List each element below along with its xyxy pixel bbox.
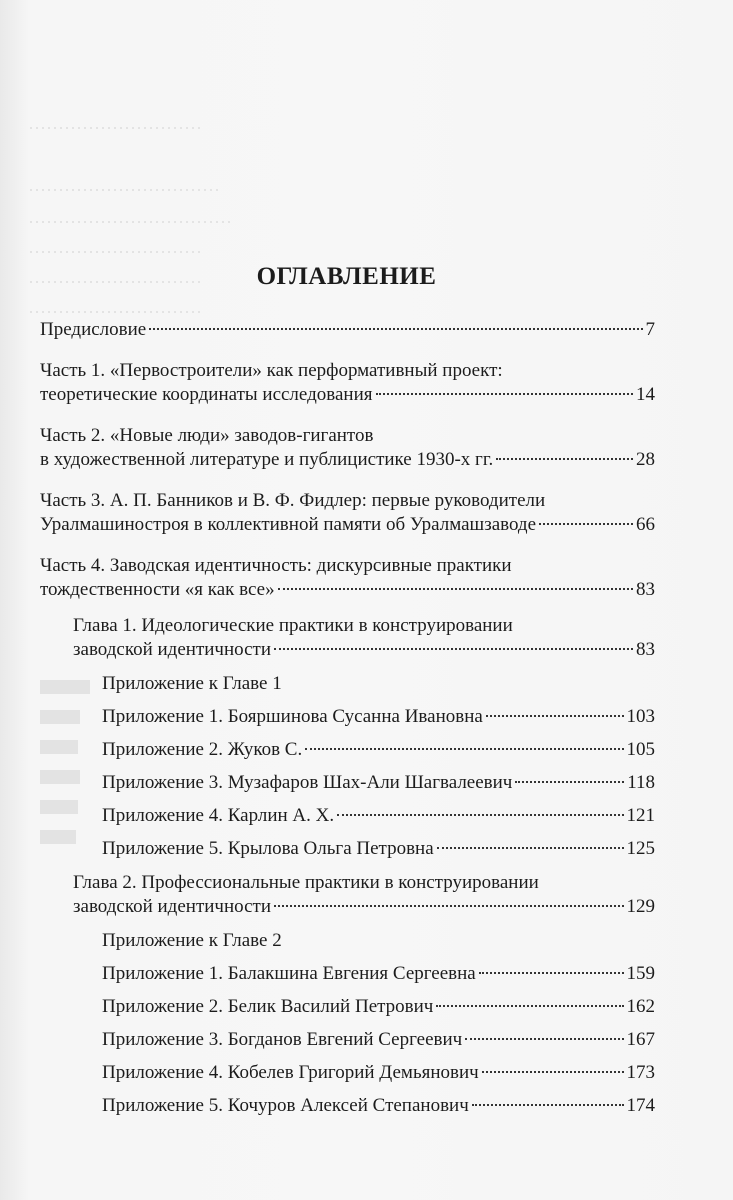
page-number: 7 bbox=[645, 319, 655, 340]
toc-entry-chapter-1[interactable] bbox=[40, 614, 655, 662]
toc-entry-ch1-appendix-1[interactable] bbox=[40, 705, 655, 729]
toc-entry-ch2-appendix-3[interactable] bbox=[40, 1028, 655, 1052]
toc-entry-text-cont: заводской идентичности bbox=[73, 639, 272, 660]
toc-entry-text: Приложение 2. Белик Василий Петрович bbox=[102, 996, 434, 1017]
toc-entry-part-2[interactable] bbox=[40, 424, 655, 472]
leader-dots bbox=[479, 972, 624, 974]
toc-entry-text: Приложение 3. Музафаров Шах-Али Шагвалеевич bbox=[102, 772, 513, 793]
toc-entry-text: Приложение 5. Кочуров Алексей Степанович bbox=[102, 1095, 469, 1116]
leader-dots bbox=[486, 715, 624, 717]
toc-entry-text-cont: теоретические координаты исследования bbox=[40, 384, 373, 405]
toc-entry-chapter-2[interactable] bbox=[40, 871, 655, 919]
toc-entry-text-cont: в художественной литературе и публицистике 1930-х гг. bbox=[40, 449, 494, 470]
toc-entry-ch1-appendix-3[interactable] bbox=[40, 771, 655, 795]
toc-entry-ch1-appendix-4[interactable] bbox=[40, 804, 655, 828]
toc-entry-text: Приложение 2. Жуков С. bbox=[102, 739, 303, 760]
table-of-contents bbox=[40, 318, 655, 1118]
toc-entry-ch1-appendix-2[interactable] bbox=[40, 738, 655, 762]
leader-dots bbox=[436, 1005, 623, 1007]
leader-dots bbox=[149, 328, 642, 330]
toc-entry-text: Часть 3. А. П. Банников и В. Ф. Фидлер: первые руководители bbox=[40, 490, 546, 511]
toc-entry-ch2-appendix-4[interactable] bbox=[40, 1061, 655, 1085]
toc-entry-ch2-appendix-5[interactable] bbox=[40, 1094, 655, 1118]
leader-dots bbox=[515, 781, 624, 783]
page-number: 173 bbox=[626, 1062, 655, 1083]
toc-entry-text: Часть 4. Заводская идентичность: дискурсивные практики bbox=[40, 555, 512, 576]
page-number: 121 bbox=[626, 805, 655, 826]
toc-entry-ch2-appendix-2[interactable] bbox=[40, 995, 655, 1019]
page-number: 66 bbox=[636, 514, 655, 535]
leader-dots bbox=[437, 847, 624, 849]
leader-dots bbox=[465, 1038, 623, 1040]
toc-heading-appendix-ch2 bbox=[40, 929, 655, 953]
toc-entry-ch1-appendix-5[interactable] bbox=[40, 837, 655, 861]
page-number: 129 bbox=[626, 896, 655, 917]
leader-dots bbox=[305, 748, 623, 750]
toc-entry-part-4[interactable] bbox=[40, 554, 655, 602]
toc-entry-text-cont: тождественности «я как все» bbox=[40, 579, 275, 600]
page-number: 103 bbox=[626, 706, 655, 727]
toc-heading-appendix-ch1 bbox=[40, 672, 655, 696]
toc-entry-text: Глава 2. Профессиональные практики в конструировании bbox=[73, 872, 539, 893]
leader-dots bbox=[278, 588, 633, 590]
page-number: 28 bbox=[636, 449, 655, 470]
toc-entry-text: Приложение 4. Кобелев Григорий Демьянович bbox=[102, 1062, 479, 1083]
page-number: 83 bbox=[636, 639, 655, 660]
page-number: 14 bbox=[636, 384, 655, 405]
toc-entry-text: Приложение 4. Карлин А. Х. bbox=[102, 805, 335, 826]
toc-entry-text: Часть 2. «Новые люди» заводов-гигантов bbox=[40, 425, 374, 446]
page-number: 159 bbox=[626, 963, 655, 984]
toc-entry-part-1[interactable] bbox=[40, 359, 655, 407]
toc-entry-text: Глава 1. Идеологические практики в конструировании bbox=[73, 615, 513, 636]
toc-entry-text: Приложение 3. Богданов Евгений Сергеевич bbox=[102, 1029, 463, 1050]
page-number: 105 bbox=[626, 739, 655, 760]
toc-entry-preface[interactable] bbox=[40, 318, 655, 342]
leader-dots bbox=[274, 648, 633, 650]
page-number: 118 bbox=[627, 772, 655, 793]
toc-heading-text: Приложение к Главе 2 bbox=[102, 930, 282, 951]
toc-entry-text-cont: заводской идентичности bbox=[73, 896, 272, 917]
leader-dots bbox=[539, 523, 633, 525]
toc-entry-ch2-appendix-1[interactable] bbox=[40, 962, 655, 986]
leader-dots bbox=[482, 1071, 624, 1073]
toc-entry-part-3[interactable] bbox=[40, 489, 655, 537]
page-number: 174 bbox=[626, 1095, 655, 1116]
page-number: 83 bbox=[636, 579, 655, 600]
toc-entry-text-cont: Уралмашиностроя в коллективной памяти об Уралмашзаводе bbox=[40, 514, 537, 535]
toc-entry-text: Приложение 5. Крылова Ольга Петровна bbox=[102, 838, 434, 859]
leader-dots bbox=[274, 905, 623, 907]
toc-heading-text: Приложение к Главе 1 bbox=[102, 673, 282, 694]
toc-entry-text: Часть 1. «Первостроители» как перформативный проект: bbox=[40, 360, 503, 381]
page-number: 125 bbox=[626, 838, 655, 859]
leader-dots bbox=[496, 458, 633, 460]
leader-dots bbox=[376, 393, 634, 395]
toc-entry-text: Предисловие bbox=[40, 319, 147, 340]
leader-dots bbox=[337, 814, 623, 816]
leader-dots bbox=[472, 1104, 624, 1106]
page-title: ОГЛАВЛЕНИЕ bbox=[256, 262, 437, 290]
page-number: 162 bbox=[626, 996, 655, 1017]
page-number: 167 bbox=[626, 1029, 655, 1050]
toc-entry-text: Приложение 1. Бояршинова Сусанна Ивановна bbox=[102, 706, 483, 727]
toc-entry-text: Приложение 1. Балакшина Евгения Сергеевна bbox=[102, 963, 476, 984]
